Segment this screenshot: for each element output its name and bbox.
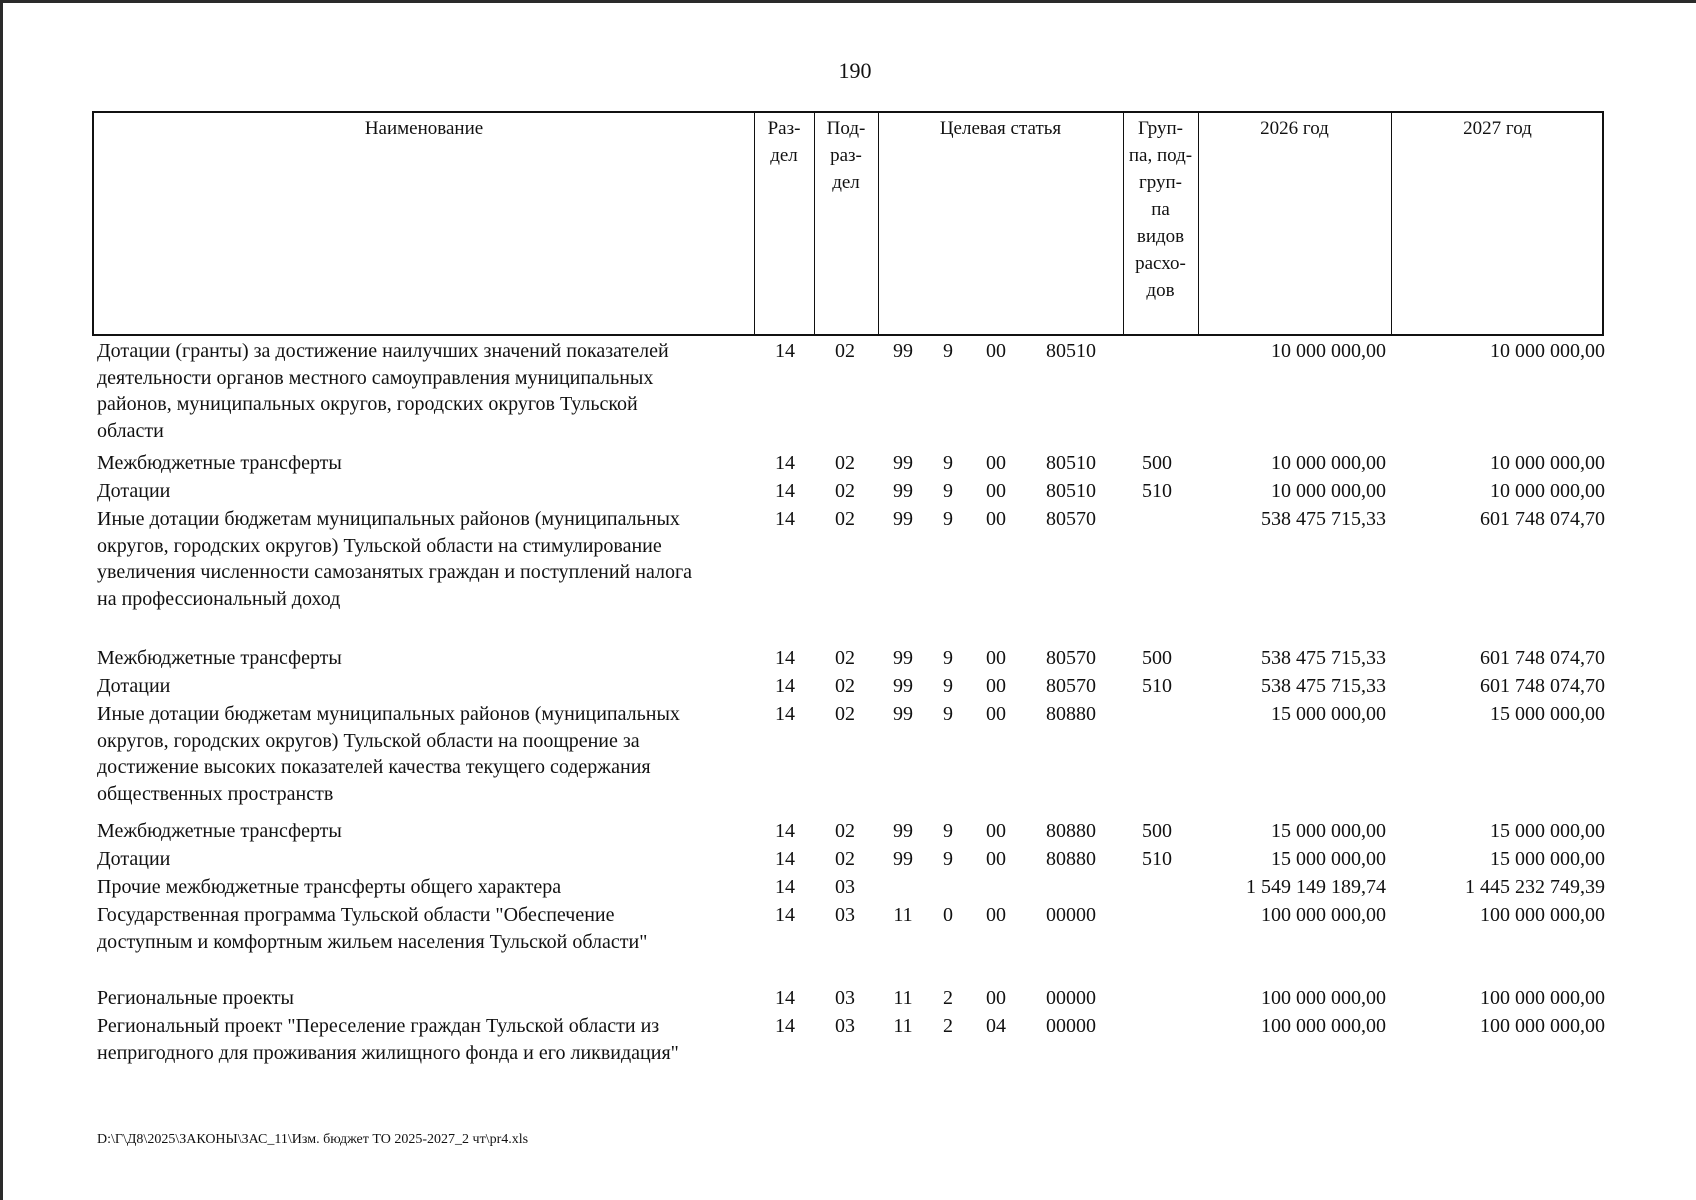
row-name-cell — [97, 902, 747, 955]
target-code-cell: 80570 — [1046, 647, 1096, 669]
amount-2026-cell: 15 000 000,00 — [1271, 703, 1386, 725]
target-code-cell: 80510 — [1046, 340, 1096, 362]
header-razdel — [754, 115, 814, 169]
row-name-line: Региональный проект "Переселение граждан Тульской области из — [97, 1015, 660, 1037]
amount-2026-cell: 10 000 000,00 — [1271, 452, 1386, 474]
row-name-line: Государственная программа Тульской области "Обеспечение — [97, 904, 615, 926]
header-line: па, под- — [1128, 145, 1193, 166]
header-divider — [878, 113, 879, 334]
target-program-cell: 99 — [893, 452, 913, 474]
podrazdel-cell: 02 — [835, 703, 855, 725]
row-name-cell — [97, 478, 747, 505]
row-name-line: Иные дотации бюджетам муниципальных районов (муниципальных — [97, 508, 680, 530]
header-line: па — [1151, 199, 1170, 220]
header-line: раз- — [830, 145, 862, 166]
amount-2026-cell: 538 475 715,33 — [1261, 508, 1386, 530]
header-line: дел — [832, 172, 860, 193]
podrazdel-cell: 02 — [835, 480, 855, 502]
row-name-cell — [97, 338, 747, 444]
amount-2026-cell: 538 475 715,33 — [1261, 647, 1386, 669]
razdel-cell: 14 — [775, 675, 795, 697]
header-year-2026: 2026 год — [1260, 118, 1329, 139]
header-line: расхо- — [1135, 253, 1186, 274]
amount-2026-cell: 10 000 000,00 — [1271, 340, 1386, 362]
razdel-cell: 14 — [775, 452, 795, 474]
target-direction-cell: 00 — [986, 480, 1006, 502]
row-name-line: области — [97, 419, 164, 442]
target-program-cell: 11 — [893, 1015, 913, 1037]
row-name-line: увеличения численности самозанятых граждан и поступлений налога — [97, 561, 693, 583]
amount-2027-cell: 10 000 000,00 — [1490, 452, 1605, 474]
row-name-line: Межбюджетные трансферты — [97, 820, 342, 842]
header-line: Раз- — [767, 118, 801, 139]
target-direction-cell: 00 — [986, 647, 1006, 669]
amount-2027-cell: 100 000 000,00 — [1480, 987, 1605, 1009]
amount-2027-cell: 1 445 232 749,39 — [1465, 876, 1605, 898]
podrazdel-cell: 02 — [835, 675, 855, 697]
row-name-line: деятельности органов местного самоуправления муниципальных — [97, 366, 654, 389]
target-code-cell: 00000 — [1046, 987, 1096, 1009]
row-name-cell — [97, 846, 747, 873]
amount-2027-cell: 601 748 074,70 — [1480, 508, 1605, 530]
target-program-cell: 11 — [893, 987, 913, 1009]
row-name-line: Межбюджетные трансферты — [97, 647, 342, 669]
amount-2027-cell: 100 000 000,00 — [1480, 904, 1605, 926]
row-name-line: Прочие межбюджетные трансферты общего характера — [97, 876, 562, 898]
target-subprogram-cell: 9 — [943, 340, 953, 362]
file-path-footer: D:\Г\Д8\2025\ЗАКОНЫ\ЗАС_11\Изм. бюджет ТО 2025-2027_2 чт\pr4.xls — [97, 1132, 529, 1147]
amount-2026-cell: 100 000 000,00 — [1261, 1015, 1386, 1037]
target-direction-cell: 00 — [986, 340, 1006, 362]
amount-2026-cell: 1 549 149 189,74 — [1246, 876, 1386, 898]
amount-2027-cell: 100 000 000,00 — [1480, 1015, 1605, 1037]
podrazdel-cell: 02 — [835, 820, 855, 842]
target-code-cell: 80880 — [1046, 820, 1096, 842]
target-direction-cell: 04 — [986, 1015, 1006, 1037]
target-code-cell: 00000 — [1046, 904, 1096, 926]
header-line: Груп- — [1137, 118, 1184, 139]
row-name-line: общественных пространств — [97, 782, 334, 805]
razdel-cell: 14 — [775, 508, 795, 530]
row-name-line: Дотации — [97, 848, 171, 870]
razdel-cell: 14 — [775, 703, 795, 725]
row-name-cell — [97, 985, 747, 1012]
expense-group-cell: 510 — [1142, 480, 1172, 502]
target-program-cell: 99 — [893, 508, 913, 530]
target-program-cell: 99 — [893, 647, 913, 669]
amount-2027-cell: 10 000 000,00 — [1490, 480, 1605, 502]
expense-group-cell: 510 — [1142, 675, 1172, 697]
header-expense-group — [1123, 115, 1198, 304]
row-name-line: непригодного для проживания жилищного фонда и его ликвидация" — [97, 1041, 679, 1064]
target-code-cell: 80570 — [1046, 508, 1096, 530]
target-direction-cell: 00 — [986, 508, 1006, 530]
amount-2026-cell: 538 475 715,33 — [1261, 675, 1386, 697]
row-name-cell — [97, 506, 747, 612]
podrazdel-cell: 03 — [835, 904, 855, 926]
row-name-line: округов, городских округов) Тульской области на стимулирование — [97, 534, 662, 557]
page-frame-top — [0, 0, 1696, 3]
amount-2027-cell: 10 000 000,00 — [1490, 340, 1605, 362]
row-name-line: Межбюджетные трансферты — [97, 452, 342, 474]
podrazdel-cell: 02 — [835, 508, 855, 530]
row-name-line: Дотации — [97, 480, 171, 502]
header-divider — [1391, 113, 1392, 334]
target-direction-cell: 00 — [986, 848, 1006, 870]
expense-group-cell: 510 — [1142, 848, 1172, 870]
row-name-line: Иные дотации бюджетам муниципальных районов (муниципальных — [97, 703, 680, 725]
table-header — [92, 111, 1604, 336]
amount-2026-cell: 100 000 000,00 — [1261, 904, 1386, 926]
expense-group-cell: 500 — [1142, 647, 1172, 669]
target-subprogram-cell: 9 — [943, 647, 953, 669]
amount-2026-cell: 15 000 000,00 — [1271, 820, 1386, 842]
target-subprogram-cell: 9 — [943, 820, 953, 842]
target-program-cell: 11 — [893, 904, 913, 926]
target-direction-cell: 00 — [986, 452, 1006, 474]
header-line: груп- — [1138, 172, 1183, 193]
target-code-cell: 80510 — [1046, 452, 1096, 474]
target-subprogram-cell: 9 — [943, 452, 953, 474]
row-name-line: районов, муниципальных округов, городских округов Тульской — [97, 393, 638, 415]
row-name-cell — [97, 450, 747, 477]
header-podrazdel — [814, 115, 878, 196]
row-name-line: округов, городских округов) Тульской области на поощрение за — [97, 729, 640, 752]
amount-2027-cell: 15 000 000,00 — [1490, 820, 1605, 842]
target-program-cell: 99 — [893, 848, 913, 870]
razdel-cell: 14 — [775, 480, 795, 502]
row-name-cell — [97, 818, 747, 845]
row-name-line: доступным и комфортным жильем населения Тульской области" — [97, 930, 648, 953]
target-subprogram-cell: 2 — [943, 1015, 953, 1037]
row-name-cell — [97, 874, 747, 901]
header-name: Наименование — [364, 118, 484, 139]
target-program-cell: 99 — [893, 820, 913, 842]
razdel-cell: 14 — [775, 340, 795, 362]
podrazdel-cell: 02 — [835, 848, 855, 870]
amount-2027-cell: 601 748 074,70 — [1480, 647, 1605, 669]
row-name-cell — [97, 673, 747, 700]
expense-group-cell: 500 — [1142, 820, 1172, 842]
podrazdel-cell: 02 — [835, 452, 855, 474]
page-number: 190 — [838, 58, 872, 83]
razdel-cell: 14 — [775, 820, 795, 842]
row-name-cell — [97, 1013, 747, 1066]
podrazdel-cell: 03 — [835, 876, 855, 898]
razdel-cell: 14 — [775, 1015, 795, 1037]
target-subprogram-cell: 9 — [943, 703, 953, 725]
target-program-cell: 99 — [893, 480, 913, 502]
podrazdel-cell: 03 — [835, 1015, 855, 1037]
target-code-cell: 80510 — [1046, 480, 1096, 502]
target-subprogram-cell: 9 — [943, 508, 953, 530]
amount-2027-cell: 15 000 000,00 — [1490, 703, 1605, 725]
target-subprogram-cell: 9 — [943, 675, 953, 697]
row-name-line: Дотации — [97, 675, 171, 697]
podrazdel-cell: 02 — [835, 340, 855, 362]
row-name-cell — [97, 645, 747, 672]
target-direction-cell: 00 — [986, 987, 1006, 1009]
target-code-cell: 80880 — [1046, 703, 1096, 725]
header-target-article: Целевая статья — [939, 118, 1062, 139]
target-direction-cell: 00 — [986, 703, 1006, 725]
header-year-2027: 2027 год — [1463, 118, 1532, 139]
header-line: дел — [770, 145, 798, 166]
target-subprogram-cell: 2 — [943, 987, 953, 1009]
header-divider — [1198, 113, 1199, 334]
target-direction-cell: 00 — [986, 904, 1006, 926]
target-program-cell: 99 — [893, 340, 913, 362]
razdel-cell: 14 — [775, 647, 795, 669]
target-direction-cell: 00 — [986, 820, 1006, 842]
target-subprogram-cell: 9 — [943, 848, 953, 870]
target-direction-cell: 00 — [986, 675, 1006, 697]
header-line: видов — [1136, 226, 1185, 247]
razdel-cell: 14 — [775, 987, 795, 1009]
podrazdel-cell: 02 — [835, 647, 855, 669]
target-program-cell: 99 — [893, 703, 913, 725]
target-subprogram-cell: 0 — [943, 904, 953, 926]
podrazdel-cell: 03 — [835, 987, 855, 1009]
razdel-cell: 14 — [775, 848, 795, 870]
expense-group-cell: 500 — [1142, 452, 1172, 474]
row-name-line: Региональные проекты — [97, 987, 294, 1009]
amount-2026-cell: 10 000 000,00 — [1271, 480, 1386, 502]
razdel-cell: 14 — [775, 876, 795, 898]
row-name-line: Дотации (гранты) за достижение наилучших значений показателей — [97, 340, 669, 362]
amount-2026-cell: 15 000 000,00 — [1271, 848, 1386, 870]
row-name-cell — [97, 701, 747, 807]
page-frame-left — [0, 0, 3, 1200]
amount-2027-cell: 15 000 000,00 — [1490, 848, 1605, 870]
amount-2026-cell: 100 000 000,00 — [1261, 987, 1386, 1009]
row-name-line: достижение высоких показателей качества текущего содержания — [97, 756, 651, 778]
target-subprogram-cell: 9 — [943, 480, 953, 502]
row-name-line: на профессиональный доход — [97, 587, 341, 610]
header-line: дов — [1146, 280, 1175, 301]
razdel-cell: 14 — [775, 904, 795, 926]
amount-2027-cell: 601 748 074,70 — [1480, 675, 1605, 697]
header-line: Под- — [826, 118, 866, 139]
target-code-cell: 80570 — [1046, 675, 1096, 697]
target-code-cell: 80880 — [1046, 848, 1096, 870]
target-program-cell: 99 — [893, 675, 913, 697]
target-code-cell: 00000 — [1046, 1015, 1096, 1037]
